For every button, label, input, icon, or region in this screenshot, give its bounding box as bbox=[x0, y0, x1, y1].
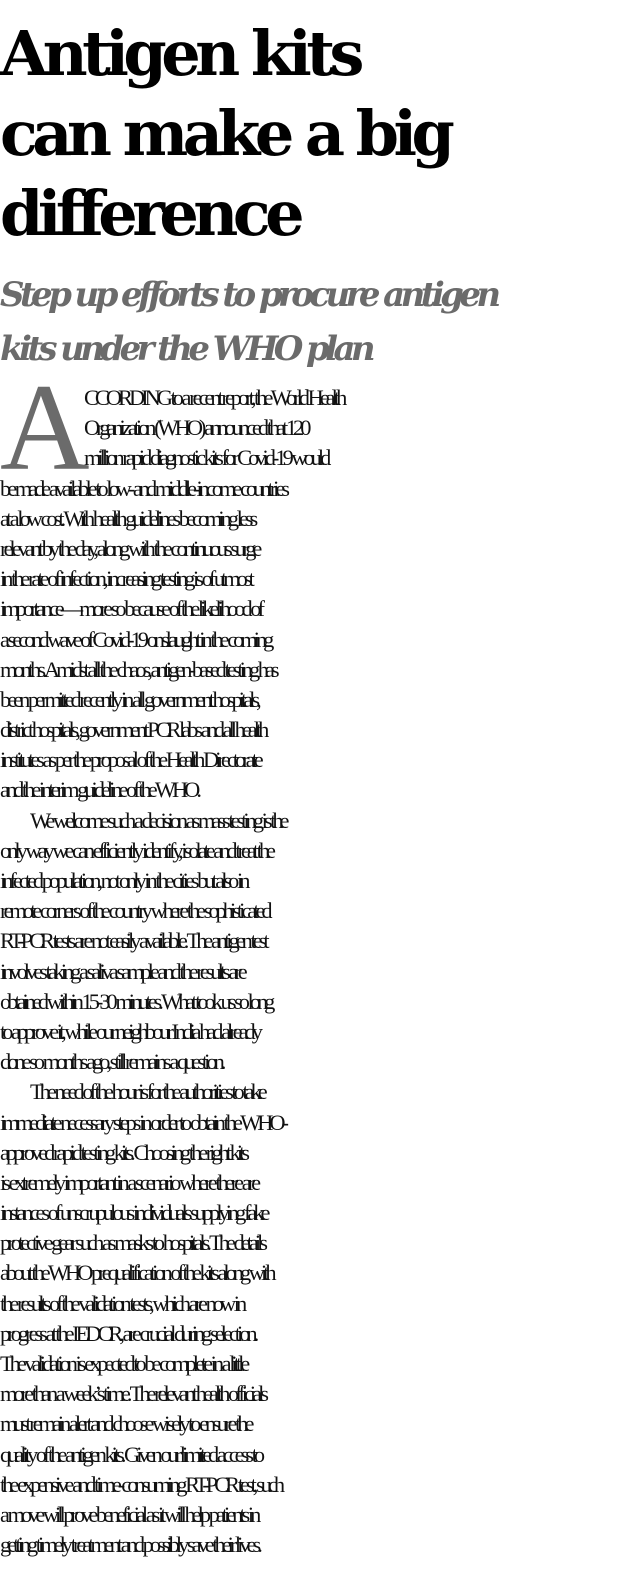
body-line: instances of unscrupulous individuals supplying fake bbox=[0, 1200, 267, 1226]
headline-line: difference bbox=[0, 177, 300, 250]
body-line: Organization (WHO) announced that 120 bbox=[84, 415, 308, 441]
body-line: relevant by the day, along with the continuous surge bbox=[0, 535, 259, 561]
body-line: in the rate of infection, increasing testing is of utmost bbox=[0, 566, 251, 592]
body-line: quality of the antigen kits. Given our limited access to bbox=[0, 1441, 262, 1467]
subheadline bbox=[0, 268, 629, 376]
headline-line: can make a big bbox=[0, 97, 450, 170]
body-line: done so months ago, still remains a question. bbox=[0, 1049, 223, 1075]
article-body bbox=[0, 359, 629, 1560]
body-line: a second wave of Covid-19 onslaught in the coming bbox=[0, 626, 271, 652]
body-line: The validation is expected to be complete in a little bbox=[0, 1351, 247, 1376]
body-line: be made available to low- and middle-income countries bbox=[0, 475, 287, 501]
body-line: The need of the hour is for the authorities to take bbox=[30, 1079, 264, 1105]
subheadline-line: kits under the WHO plan bbox=[0, 329, 372, 369]
body-line: million rapid diagnostic kits for Covid-19 would bbox=[84, 445, 328, 471]
body-line: is extremely important in a scenario where there are bbox=[0, 1169, 258, 1195]
body-line: only way we can efficiently identify, isolate and treat the bbox=[0, 837, 272, 863]
body-line: institutes as per the proposal of the Health Directorate bbox=[0, 747, 260, 773]
body-line: to approve it, while our neighbour India had already bbox=[0, 1018, 259, 1044]
body-line: must remain alert and choose wisely to ensure the bbox=[0, 1411, 251, 1437]
body-line: approved rapid testing kits. Choosing the right kits bbox=[0, 1139, 246, 1165]
body-line: a move will prove beneficial as it will help patients in bbox=[0, 1501, 258, 1527]
body-line: more than a week’s time. The relevant health officials bbox=[0, 1381, 266, 1407]
body-line: RT-PCR tests are not easily available. The antigen test bbox=[0, 928, 266, 954]
drop-cap: A bbox=[0, 359, 90, 496]
body-line: immediate necessary steps in order to obtain the WHO- bbox=[0, 1109, 286, 1135]
body-line: months. Amidst all the chaos, antigen-based testing has bbox=[0, 656, 276, 682]
body-line: progress at the IEDCR, are crucial during selection. bbox=[0, 1320, 256, 1346]
body-line: involves taking a saliva sample and the results are bbox=[0, 958, 244, 984]
body-line: CCORDING to a recent report, the World Health bbox=[84, 385, 344, 410]
body-line: about the WHO prequalification of the kits along with bbox=[0, 1260, 273, 1286]
body-line: the results of the validation tests, which are now in bbox=[0, 1290, 244, 1316]
body-line: getting timely treatment and possibly save their lives. bbox=[0, 1532, 259, 1558]
body-line: infected population, not only in the cities but also in bbox=[0, 868, 247, 893]
body-line: been permitted recently in all government hospitals, bbox=[0, 686, 258, 712]
headline-line: Antigen kits bbox=[0, 17, 359, 90]
body-line: remote corners of the country where the sophisticated bbox=[0, 898, 269, 924]
subheadline-line: Step up efforts to procure antigen bbox=[0, 275, 497, 315]
headline bbox=[0, 14, 629, 254]
body-line: obtained within 15-30 minutes. What took us so long bbox=[0, 988, 272, 1014]
body-line: at a low cost. With health guidelines becoming less bbox=[0, 505, 255, 531]
body-line: and the interim guideline of the WHO. bbox=[0, 777, 198, 803]
body-line: We welcome such a decision as mass testing is the bbox=[30, 807, 286, 833]
body-line: importance—more so because of the likelihood of bbox=[0, 596, 261, 622]
body-line: district hospitals, government PCR labs and all health bbox=[0, 717, 266, 743]
body-line: the expensive and time-consuming RT-PCR test, such bbox=[0, 1471, 282, 1497]
body-line: protective gear such as masks to hospitals. The details bbox=[0, 1230, 264, 1256]
